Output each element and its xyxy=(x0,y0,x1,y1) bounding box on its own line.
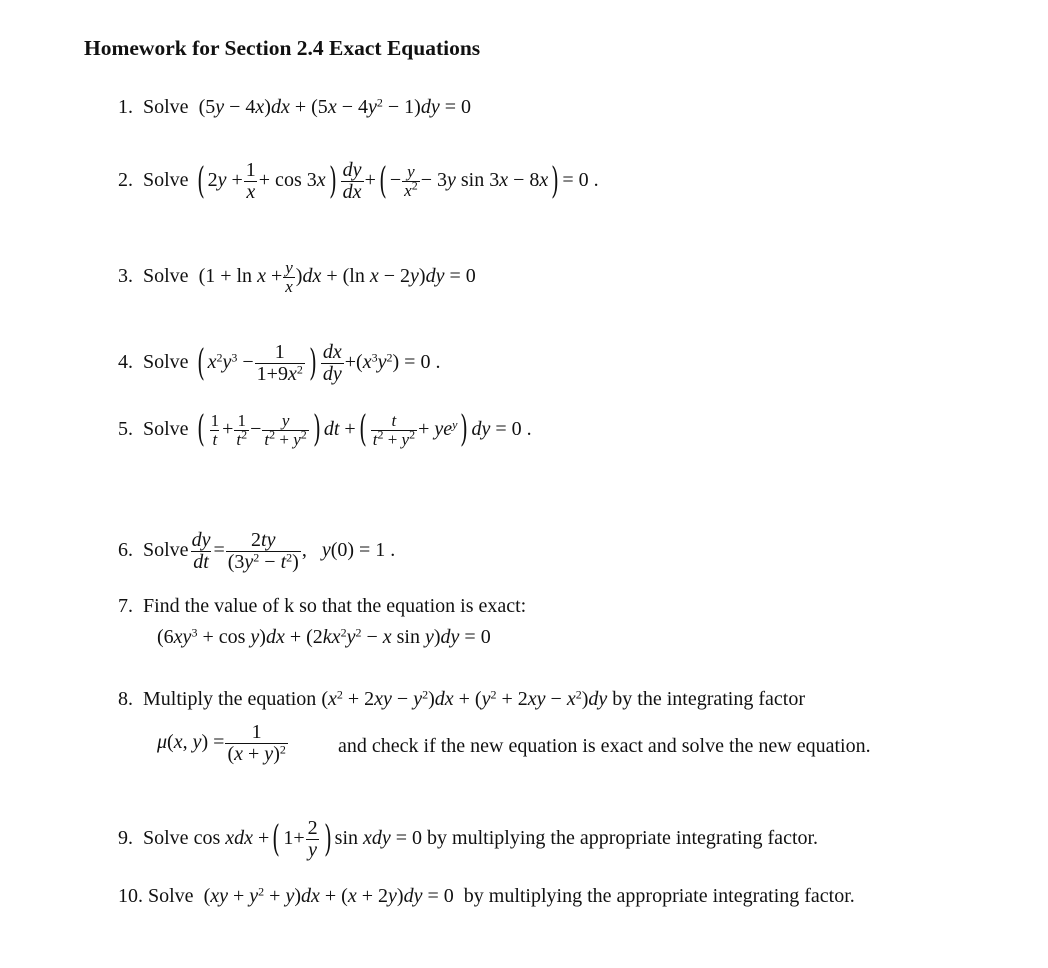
problem-7 xyxy=(118,596,526,616)
problem-number: 8. xyxy=(118,688,133,710)
problem-text-mid: by the integrating factor xyxy=(612,688,805,710)
page-title: Homework for Section 2.4 Exact Equations xyxy=(84,36,481,60)
problem-3 xyxy=(118,259,476,296)
problem-10 xyxy=(118,886,855,906)
problem-6 xyxy=(118,530,395,573)
problem-number: 5. xyxy=(118,417,133,440)
problem-equation: ( $\frac{1}{t}$ + $\frac{1}{t^2}$ − $\frac{y}{t^2 + y^2}$ ) dt +( $\frac{t}{t^2 + y^2}$ + $ye^y$) dy = 0 . xyxy=(196,409,532,451)
problem-text: Solve xyxy=(143,169,189,192)
problem-text-end: by multiplying the appropriate integrating factor. xyxy=(463,885,855,907)
problem-number: 6. xyxy=(118,539,133,562)
problem-equation: $\frac{dy}{dt}$ = $\frac{2ty}{(3y^2 - t^2)}$ , y(0) = 1 . xyxy=(191,529,396,573)
problem-8 xyxy=(118,689,805,709)
problem-text: Solve xyxy=(143,351,189,374)
problem-5 xyxy=(118,409,532,451)
problem-text: Find the value of k so that the equation is exact: xyxy=(143,595,527,617)
problem-text: Solve xyxy=(143,539,189,562)
problem-equation: $(xy + y^2 + y)dx + (x + 2y)dy = 0$ xyxy=(203,884,454,907)
problem-2 xyxy=(118,160,599,203)
problem-equation: (1 + ln x + $\frac{y}{x}$ )dx + (ln x − 2y)dy = 0 xyxy=(198,258,476,296)
problem-equation: cos xdx +( 1+ $\frac{2}{y}$ ) sin xdy = 0 xyxy=(193,817,423,861)
problem-text: Solve xyxy=(143,827,189,850)
problem-number: 9. xyxy=(118,827,133,850)
problem-number: 7. xyxy=(118,595,133,617)
problem-text: Solve xyxy=(143,264,189,287)
problem-number: 2. xyxy=(118,169,133,192)
problem-1 xyxy=(118,97,471,117)
problem-4 xyxy=(118,342,440,385)
problem-number: 10. xyxy=(118,885,143,907)
problem-text: Solve xyxy=(148,885,194,907)
problem-number: 1. xyxy=(118,96,133,118)
problem-7-equation: $(6xy^3 + \cos y)dx + (2kx^2y^2 - x$ sin y)dy = 0 xyxy=(157,625,491,648)
problem-8-text-end: and check if the new equation is exact and solve the new equation. xyxy=(338,735,871,757)
problem-equation: $(x^2 + 2xy - y^2)dx + (y^2 + 2xy - x^2)dy$ xyxy=(321,687,608,710)
problem-number: 4. xyxy=(118,351,133,374)
problem-number: 3. xyxy=(118,264,133,287)
problem-equation: ( 2y + $\frac{1}{x}$ + cos 3x) $\frac{dy}{dx}$ +( − $\frac{y}{x^2}$ − 3y sin 3x − 8x) = 0 . xyxy=(196,159,599,203)
problem-9 xyxy=(118,818,818,861)
problem-equation: $(5y - 4x)dx + (5x - 4y^2 - 1)dy = 0$ xyxy=(198,95,471,118)
problem-text-end: by multiplying the appropriate integrating factor. xyxy=(427,827,819,850)
problem-text: Solve xyxy=(143,417,189,440)
problem-equation: ( $x^2y^3$ − $\frac{1}{1+9x^2}$ ) $\frac{dx}{dy}$ $+(x^3y^2) = 0$ . xyxy=(196,341,441,385)
problem-text: Multiply the equation xyxy=(143,688,317,710)
problem-text: Solve xyxy=(143,96,189,118)
problem-8-factor: μ(x, y) = $\frac{1}{(x + y)^2}$ xyxy=(157,721,286,765)
